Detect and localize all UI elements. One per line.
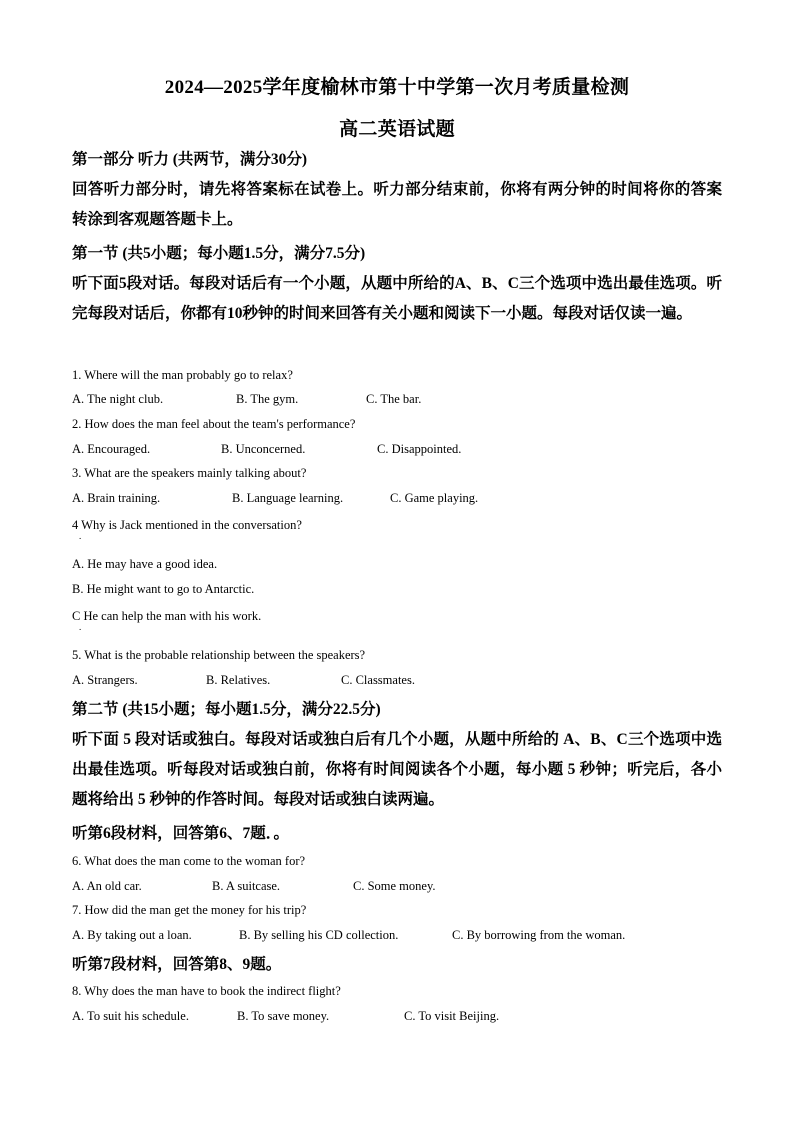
stray-dot: . bbox=[79, 622, 82, 632]
q5-option-b: B. Relatives. bbox=[206, 673, 271, 687]
q7-option-c: C. By borrowing from the woman. bbox=[452, 928, 626, 942]
q4-option-c: C He can help the man with his work. bbox=[72, 609, 262, 623]
q5-option-c: C. Classmates. bbox=[341, 673, 415, 687]
q7-option-a: A. By taking out a loan. bbox=[72, 928, 192, 942]
question-8: 8. Why does the man have to book the indirect flight? bbox=[72, 984, 341, 998]
q6-option-c: C. Some money. bbox=[353, 879, 436, 893]
q4-option-b: B. He might want to go to Antarctic. bbox=[72, 582, 255, 596]
q2-option-b: B. Unconcerned. bbox=[221, 442, 306, 456]
exam-title: 2024—2025学年度榆林市第十中学第一次月考质量检测 bbox=[164, 77, 630, 98]
q1-option-a: A. The night club. bbox=[72, 392, 164, 406]
question-4: 4 Why is Jack mentioned in the conversation? bbox=[72, 518, 302, 532]
q4-option-a: A. He may have a good idea. bbox=[72, 557, 218, 571]
question-1: 1. Where will the man probably go to relax? bbox=[72, 368, 293, 382]
q8-option-b: B. To save money. bbox=[237, 1009, 330, 1023]
question-3: 3. What are the speakers mainly talking about? bbox=[72, 466, 307, 480]
section2-heading: 第二节 (共15小题；每小题1.5分，满分22.5分) bbox=[72, 701, 381, 718]
material-6-heading: 听第6段材料，回答第6、7题．。 bbox=[72, 825, 290, 842]
exam-subtitle: 高二英语试题 bbox=[339, 119, 455, 140]
q6-option-a: A. An old car. bbox=[72, 879, 142, 893]
question-7: 7. How did the man get the money for his trip? bbox=[72, 903, 307, 917]
section1-heading: 第一节 (共5小题；每小题1.5分，满分7.5分) bbox=[72, 245, 366, 262]
q1-option-c: C. The bar. bbox=[366, 392, 422, 406]
question-2: 2. How does the man feel about the team's performance? bbox=[72, 417, 356, 431]
section1-instruction: 听下面5段对话。每段对话后有一个小题，从题中所给的A、B、C三个选项中选出最佳选项。听完每段对话后，你都有10秒钟的时间来回答有关小题和阅读下一小题。每段对话仅读一遍。 bbox=[72, 275, 722, 322]
q1-option-b: B. The gym. bbox=[236, 392, 299, 406]
question-5: 5. What is the probable relationship between the speakers? bbox=[72, 648, 366, 662]
q5-option-a: A. Strangers. bbox=[72, 673, 138, 687]
section2-instruction: 听下面 5 段对话或独白。每段对话或独白后有几个小题，从题中所给的 A、B、C三个选项中选出最佳选项。听每段对话或独白前，你将有时间阅读各个小题，每小题 5 秒钟；听完后，各小题将给出 5 秒钟的作答时间。每段对话或独白读两遍。 bbox=[72, 731, 722, 808]
part1-heading: 第一部分 听力 (共两节，满分30分) bbox=[72, 151, 308, 168]
q7-option-b: B. By selling his CD collection. bbox=[239, 928, 399, 942]
stray-dot: . bbox=[79, 531, 82, 541]
q8-option-a: A. To suit his schedule. bbox=[72, 1009, 189, 1023]
q8-option-c: C. To visit Beijing. bbox=[404, 1009, 500, 1023]
q3-option-b: B. Language learning. bbox=[232, 491, 344, 505]
question-6: 6. What does the man come to the woman for? bbox=[72, 854, 306, 868]
q2-option-a: A. Encouraged. bbox=[72, 442, 151, 456]
part1-instruction: 回答听力部分时，请先将答案标在试卷上。听力部分结束前，你将有两分钟的时间将你的答案转涂到客观题答题卡上。 bbox=[72, 181, 722, 228]
material-7-heading: 听第7段材料，回答第8、9题。 bbox=[72, 956, 282, 973]
q6-option-b: B. A suitcase. bbox=[212, 879, 281, 893]
q3-option-c: C. Game playing. bbox=[390, 491, 479, 505]
q3-option-a: A. Brain training. bbox=[72, 491, 161, 505]
q2-option-c: C. Disappointed. bbox=[377, 442, 462, 456]
